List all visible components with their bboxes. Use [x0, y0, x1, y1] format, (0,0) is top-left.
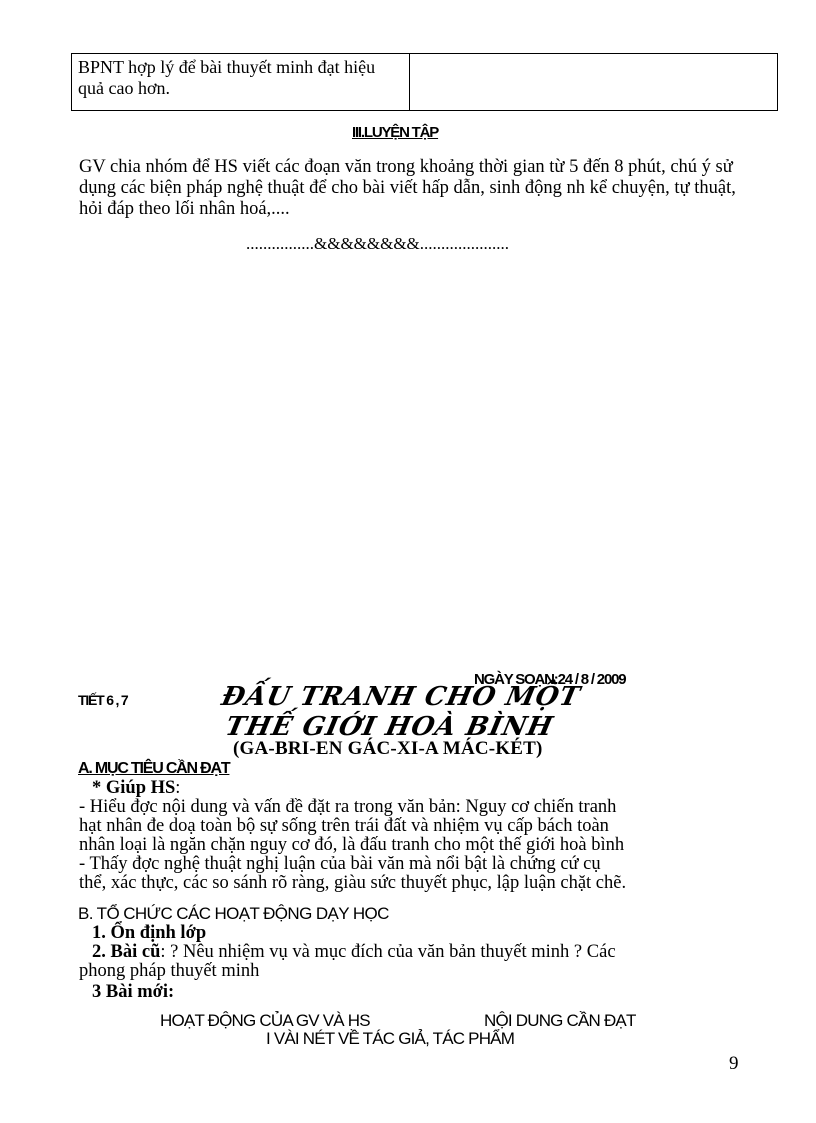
table-cell-right [410, 54, 777, 110]
step-2-continued: phong pháp thuyết minh [79, 961, 260, 981]
author-line: (GA-BRI-EN GÁC-XI-A MÁC-KÉT) [233, 738, 543, 759]
sub-heading: I VÀI NÉT VỀ TÁC GIẢ, TÁC PHẨM [266, 1029, 515, 1048]
section-a-heading: A. MỤC TIÊU CẦN ĐẠT [78, 760, 230, 777]
objective-line: thể, xác thực, các so sánh rõ ràng, giàu sức thuyết phục, lập luận chặt chẽ. [79, 873, 627, 893]
practice-paragraph: GV chia nhóm để HS viết các đoạn văn trong khoảng thời gian từ 5 đến 8 phút, chú ý sử dụng các biện pháp nghệ thuật để cho bài viết hấp dẫn, sinh động nh kể chuyện, tự thuật, hỏi đáp theo lối nhân hoá,.... [79, 157, 736, 219]
objective-line: nhân loại là ngăn chặn nguy cơ đó, là đấu tranh cho một thế giới hoà bình [79, 835, 625, 855]
practice-heading: III.LUYỆN TẬP [352, 124, 439, 141]
objective-line: - Thấy đợc nghệ thuật nghị luận của bài văn mà nổi bật là chứng cứ cụ [79, 854, 601, 874]
help-line [92, 779, 180, 798]
lesson-title-line1: ĐẤU TRANH CHO MỘT [218, 682, 584, 712]
help-label: * Giúp HS [92, 778, 176, 798]
step-3: 3 Bài mới: [92, 982, 175, 1002]
table-cell-left: BPNT hợp lý để bài thuyết minh đạt hiệu quả cao hơn. [72, 54, 410, 110]
section-b-heading: B. TỔ CHỨC CÁC HOẠT ĐỘNG DẠY HỌC [78, 904, 389, 923]
page-number: 9 [729, 1053, 739, 1074]
objective-line: - Hiểu đợc nội dung và vấn đề đặt ra trong văn bản: Nguy cơ chiến tranh [79, 797, 617, 817]
column-heading-left: HOẠT ĐỘNG CỦA GV VÀ HS [160, 1011, 370, 1030]
help-colon: : [175, 778, 181, 798]
separator-line: ................&&&&&&&&..................... [246, 234, 510, 253]
step-2-text: : ? Nêu nhiệm vụ và mục đích của văn bản thuyết minh ? Các [160, 942, 616, 962]
date-label: NGÀY SOẠN:24 / 8 / 2009 [474, 671, 626, 688]
step-1: 1. Ổn định lớp [92, 923, 207, 943]
lesson-title-line2: THẾ GIỚI HOÀ BÌNH [222, 712, 557, 742]
objective-line: hạt nhân đe doạ toàn bộ sự sống trên trái đất và nhiệm vụ cấp bách toàn [79, 816, 609, 836]
step-2-label: 2. Bài cũ [92, 942, 161, 962]
content-table [71, 53, 778, 111]
period-label: TIẾT 6 , 7 [78, 692, 128, 708]
step-2 [92, 943, 616, 962]
column-heading-right: NỘI DUNG CẦN ĐẠT [484, 1011, 636, 1030]
